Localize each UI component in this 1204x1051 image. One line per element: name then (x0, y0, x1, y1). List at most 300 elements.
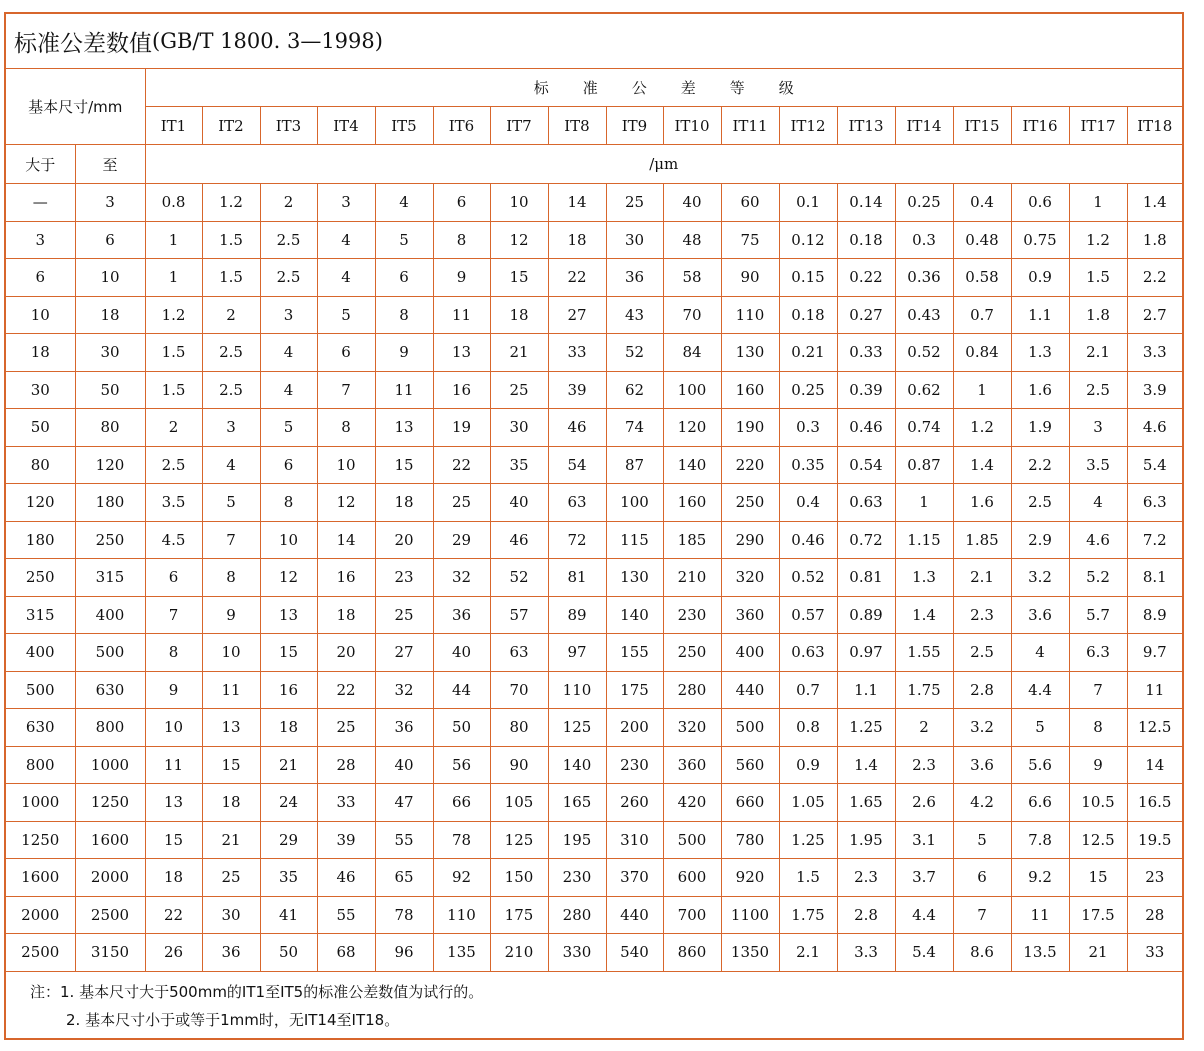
tolerance-cell: 4.5 (145, 521, 202, 559)
tolerance-cell: 0.14 (837, 184, 895, 222)
tolerance-cell: 1.5 (202, 259, 260, 297)
tolerance-cell: 18 (260, 709, 317, 747)
tolerance-cell: 2.5 (1011, 484, 1069, 522)
tolerance-cell: 18 (317, 596, 375, 634)
tolerance-cell: 15 (1069, 859, 1127, 897)
tolerance-cell: 3 (317, 184, 375, 222)
tolerance-cell: 1.3 (1011, 334, 1069, 372)
tolerance-cell: 84 (663, 334, 721, 372)
size-over-cell: 400 (6, 634, 75, 672)
tolerance-cell: 7.2 (1127, 521, 1182, 559)
tolerance-cell: 2.3 (895, 746, 953, 784)
grade-it4: IT4 (317, 107, 375, 145)
tolerance-cell: 0.4 (953, 184, 1011, 222)
tolerance-cell: 3.2 (953, 709, 1011, 747)
basic-size-header: 基本尺寸/mm (6, 69, 145, 145)
grade-it12: IT12 (779, 107, 837, 145)
size-over-cell: 630 (6, 709, 75, 747)
tolerance-cell: 4 (260, 371, 317, 409)
tolerance-cell: 140 (606, 596, 663, 634)
tolerance-cell: 6.6 (1011, 784, 1069, 822)
tolerance-cell: 105 (490, 784, 548, 822)
tolerance-cell: 1 (1069, 184, 1127, 222)
tolerance-cell: 60 (721, 184, 779, 222)
tolerance-cell: 1100 (721, 896, 779, 934)
tolerance-cell: 52 (490, 559, 548, 597)
tolerance-cell: 36 (433, 596, 490, 634)
tolerance-cell: 32 (433, 559, 490, 597)
size-to-cell: 315 (75, 559, 145, 597)
grade-it18: IT18 (1127, 107, 1182, 145)
tolerance-cell: 1.2 (953, 409, 1011, 447)
size-to-cell: 250 (75, 521, 145, 559)
tolerance-cell: 0.3 (779, 409, 837, 447)
tolerance-cell: 500 (663, 821, 721, 859)
tolerance-cell: 2 (202, 296, 260, 334)
tolerance-cell: 1.55 (895, 634, 953, 672)
tolerance-cell: 28 (317, 746, 375, 784)
tolerance-cell: 1.5 (779, 859, 837, 897)
tolerance-cell: 0.89 (837, 596, 895, 634)
tolerance-cell: 175 (606, 671, 663, 709)
tolerance-cell: 2.5 (953, 634, 1011, 672)
tolerance-cell: 33 (1127, 934, 1182, 971)
tolerance-cell: 33 (548, 334, 606, 372)
tolerance-cell: 0.72 (837, 521, 895, 559)
to-header: 至 (75, 145, 145, 184)
tolerance-cell: 1.25 (837, 709, 895, 747)
header-row-unit (6, 145, 1182, 184)
tolerance-cell: 39 (317, 821, 375, 859)
tolerance-cell: 16 (260, 671, 317, 709)
size-to-cell: 18 (75, 296, 145, 334)
size-to-cell: 120 (75, 446, 145, 484)
tolerance-cell: 6 (260, 446, 317, 484)
tolerance-cell: 120 (663, 409, 721, 447)
table-row (6, 821, 1182, 859)
tolerance-cell: 110 (433, 896, 490, 934)
unit-header: /μm (145, 145, 1182, 184)
tolerance-cell: 260 (606, 784, 663, 822)
tolerance-cell: 3.6 (953, 746, 1011, 784)
tolerance-cell: 860 (663, 934, 721, 971)
tolerance-cell: 11 (433, 296, 490, 334)
tolerance-cell: 4 (375, 184, 433, 222)
tolerance-cell: 13 (433, 334, 490, 372)
tolerance-cell: 13 (375, 409, 433, 447)
table-row (6, 334, 1182, 372)
tolerance-cell: 4 (1011, 634, 1069, 672)
tolerance-cell: 8 (1069, 709, 1127, 747)
tolerance-cell: 195 (548, 821, 606, 859)
tolerance-cell: 66 (433, 784, 490, 822)
tolerance-cell: 1.5 (145, 334, 202, 372)
tolerance-cell: 8 (145, 634, 202, 672)
grade-it6: IT6 (433, 107, 490, 145)
standard-code: (GB/T 1800. 3—1998) (152, 29, 383, 53)
tolerance-cell: 5 (953, 821, 1011, 859)
tolerance-cell: 55 (317, 896, 375, 934)
tolerance-cell: 46 (548, 409, 606, 447)
size-to-cell: 1600 (75, 821, 145, 859)
table-row (6, 371, 1182, 409)
tolerance-cell: 33 (317, 784, 375, 822)
tolerance-cell: 1 (895, 484, 953, 522)
tolerance-table-panel (4, 12, 1184, 1040)
tolerance-cell: 0.1 (779, 184, 837, 222)
tolerance-cell: 2.5 (202, 334, 260, 372)
tolerance-cell: 26 (145, 934, 202, 971)
tolerance-cell: 36 (606, 259, 663, 297)
tolerance-cell: 2.5 (260, 221, 317, 259)
tolerance-cell: 0.39 (837, 371, 895, 409)
tolerance-cell: 22 (317, 671, 375, 709)
size-over-cell: 315 (6, 596, 75, 634)
tolerance-cell: 21 (1069, 934, 1127, 971)
tolerance-cell: 2.1 (953, 559, 1011, 597)
tolerance-cell: 3 (202, 409, 260, 447)
tolerance-cell: 17.5 (1069, 896, 1127, 934)
tolerance-cell: 500 (721, 709, 779, 747)
tolerance-cell: 660 (721, 784, 779, 822)
tolerance-cell: 65 (375, 859, 433, 897)
tolerance-cell: 46 (317, 859, 375, 897)
tolerance-cell: 0.58 (953, 259, 1011, 297)
tolerance-cell: 30 (490, 409, 548, 447)
tolerance-cell: 24 (260, 784, 317, 822)
tolerance-cell: 92 (433, 859, 490, 897)
tolerance-cell: 125 (548, 709, 606, 747)
tolerance-cell: 1.85 (953, 521, 1011, 559)
tolerance-cell: 15 (490, 259, 548, 297)
tolerance-cell: 1.5 (1069, 259, 1127, 297)
tolerance-cell: 18 (490, 296, 548, 334)
tolerance-cell: 3.7 (895, 859, 953, 897)
tolerance-cell: 0.21 (779, 334, 837, 372)
tolerance-cell: 155 (606, 634, 663, 672)
tolerance-cell: 9 (145, 671, 202, 709)
tolerance-cell: 540 (606, 934, 663, 971)
tolerance-cell: 1.1 (837, 671, 895, 709)
note-2: 2. 基本尺寸小于或等于1mm时，无IT14至IT18。 (66, 1010, 400, 1029)
size-to-cell: 30 (75, 334, 145, 372)
size-over-cell: 500 (6, 671, 75, 709)
tolerance-cell: 3.3 (837, 934, 895, 971)
tolerance-cell: 0.74 (895, 409, 953, 447)
tolerance-cell: 0.9 (779, 746, 837, 784)
tolerance-cell: 32 (375, 671, 433, 709)
tolerance-cell: 16.5 (1127, 784, 1182, 822)
tolerance-cell: 28 (1127, 896, 1182, 934)
tolerance-cell: 0.97 (837, 634, 895, 672)
tolerance-cell: 165 (548, 784, 606, 822)
tolerance-cell: 9 (1069, 746, 1127, 784)
table-row (6, 259, 1182, 297)
tolerance-cell: 10 (145, 709, 202, 747)
tolerance-cell: 97 (548, 634, 606, 672)
size-to-cell: 80 (75, 409, 145, 447)
tolerance-cell: 75 (721, 221, 779, 259)
tolerance-cell: 35 (490, 446, 548, 484)
tolerance-cell: 5.4 (895, 934, 953, 971)
tolerance-cell: 13 (260, 596, 317, 634)
tolerance-cell: 8.1 (1127, 559, 1182, 597)
tolerance-cell: 30 (202, 896, 260, 934)
size-over-cell: 2000 (6, 896, 75, 934)
tolerance-cell: 18 (202, 784, 260, 822)
tolerance-cell: 5 (260, 409, 317, 447)
table-row (6, 859, 1182, 897)
grade-it2: IT2 (202, 107, 260, 145)
tolerance-cell: 160 (663, 484, 721, 522)
tolerance-cell: 16 (317, 559, 375, 597)
tolerance-cell: 160 (721, 371, 779, 409)
table-row (6, 296, 1182, 334)
tolerance-cell: 1.8 (1069, 296, 1127, 334)
tolerance-cell: 58 (663, 259, 721, 297)
table-row (6, 409, 1182, 447)
tolerance-cell: 115 (606, 521, 663, 559)
tolerance-cell: 0.8 (779, 709, 837, 747)
tolerance-cell: 0.25 (779, 371, 837, 409)
tolerance-cell: 19 (433, 409, 490, 447)
grade-it14: IT14 (895, 107, 953, 145)
tolerance-cell: 0.6 (1011, 184, 1069, 222)
size-over-cell: 120 (6, 484, 75, 522)
tolerance-cell: 4.2 (953, 784, 1011, 822)
tolerance-cell: 7 (317, 371, 375, 409)
table-row (6, 934, 1182, 971)
tolerance-cell: 18 (375, 484, 433, 522)
tolerance-cell: 10.5 (1069, 784, 1127, 822)
tolerance-cell: 15 (375, 446, 433, 484)
tolerance-cell: 2.6 (895, 784, 953, 822)
tolerance-cell: 11 (202, 671, 260, 709)
tolerance-cell: 360 (663, 746, 721, 784)
tolerance-cell: 20 (375, 521, 433, 559)
tolerance-cell: 2.5 (202, 371, 260, 409)
tolerance-cell: 1.75 (895, 671, 953, 709)
tolerance-cell: 80 (490, 709, 548, 747)
table-row (6, 634, 1182, 672)
tolerance-cell: 5 (1011, 709, 1069, 747)
tolerance-cell: 13 (202, 709, 260, 747)
tolerance-cell: 30 (606, 221, 663, 259)
tolerance-cell: 12 (317, 484, 375, 522)
size-over-cell: 1000 (6, 784, 75, 822)
tolerance-cell: 5.4 (1127, 446, 1182, 484)
tolerance-cell: 0.75 (1011, 221, 1069, 259)
grade-it13: IT13 (837, 107, 895, 145)
tolerance-cell: 4 (317, 259, 375, 297)
tolerance-cell: 0.62 (895, 371, 953, 409)
size-over-cell: 6 (6, 259, 75, 297)
tolerance-cell: 0.25 (895, 184, 953, 222)
tolerance-cell: 10 (260, 521, 317, 559)
tolerance-cell: 2.7 (1127, 296, 1182, 334)
tolerance-cell: 2.3 (953, 596, 1011, 634)
tolerance-cell: 220 (721, 446, 779, 484)
grade-it7: IT7 (490, 107, 548, 145)
tolerance-cell: 36 (375, 709, 433, 747)
tolerance-cell: 0.81 (837, 559, 895, 597)
tolerance-cell: 8 (433, 221, 490, 259)
tolerance-cell: 0.52 (779, 559, 837, 597)
tolerance-cell: 72 (548, 521, 606, 559)
tolerance-cell: 0.8 (145, 184, 202, 222)
tolerance-cell: 78 (433, 821, 490, 859)
tolerance-cell: 4 (202, 446, 260, 484)
tolerance-cell: 1.25 (779, 821, 837, 859)
tolerance-cell: 48 (663, 221, 721, 259)
tolerance-table (6, 69, 1182, 971)
size-over-cell: 180 (6, 521, 75, 559)
size-to-cell: 400 (75, 596, 145, 634)
tolerance-cell: 6 (953, 859, 1011, 897)
tolerance-cell: 2 (895, 709, 953, 747)
tolerance-cell: 110 (548, 671, 606, 709)
tolerance-cell: 200 (606, 709, 663, 747)
tolerance-cell: 14 (317, 521, 375, 559)
tolerance-cell: 6 (375, 259, 433, 297)
tolerance-cell: 7 (202, 521, 260, 559)
tolerance-cell: 12 (490, 221, 548, 259)
tolerance-cell: 440 (721, 671, 779, 709)
table-row (6, 559, 1182, 597)
tolerance-cell: 130 (721, 334, 779, 372)
tolerance-cell: 0.35 (779, 446, 837, 484)
tolerance-cell: 0.43 (895, 296, 953, 334)
size-to-cell: 2000 (75, 859, 145, 897)
tolerance-cell: 44 (433, 671, 490, 709)
tolerance-cell: 39 (548, 371, 606, 409)
tolerance-cell: 1.75 (779, 896, 837, 934)
tolerance-cell: 78 (375, 896, 433, 934)
size-over-cell: 1250 (6, 821, 75, 859)
tolerance-cell: 0.9 (1011, 259, 1069, 297)
tolerance-cell: 9.7 (1127, 634, 1182, 672)
tolerance-cell: 0.54 (837, 446, 895, 484)
tolerance-cell: 96 (375, 934, 433, 971)
tolerance-cell: 11 (145, 746, 202, 784)
tolerance-cell: 50 (260, 934, 317, 971)
table-row (6, 671, 1182, 709)
size-over-cell: 18 (6, 334, 75, 372)
tolerance-cell: 250 (663, 634, 721, 672)
tolerance-cell: 20 (317, 634, 375, 672)
tolerance-cell: 56 (433, 746, 490, 784)
tolerance-cell: 230 (606, 746, 663, 784)
tolerance-cell: 6 (433, 184, 490, 222)
tolerance-cell: 0.46 (837, 409, 895, 447)
tolerance-cell: 190 (721, 409, 779, 447)
table-row (6, 446, 1182, 484)
tolerance-cell: 19.5 (1127, 821, 1182, 859)
tolerance-cell: 21 (202, 821, 260, 859)
tolerance-cell: 23 (1127, 859, 1182, 897)
tolerance-cell: 12.5 (1127, 709, 1182, 747)
size-to-cell: 180 (75, 484, 145, 522)
tolerance-cell: 5.2 (1069, 559, 1127, 597)
tolerance-cell: 54 (548, 446, 606, 484)
tolerance-cell: 1.8 (1127, 221, 1182, 259)
tolerance-cell: 15 (260, 634, 317, 672)
tolerance-cell: 2 (145, 409, 202, 447)
tolerance-cell: 210 (663, 559, 721, 597)
tolerance-cell: 40 (490, 484, 548, 522)
tolerance-cell: 700 (663, 896, 721, 934)
size-to-cell: 630 (75, 671, 145, 709)
size-over-cell: 800 (6, 746, 75, 784)
tolerance-cell: 6.3 (1127, 484, 1182, 522)
tolerance-cell: 175 (490, 896, 548, 934)
tolerance-cell: 1 (953, 371, 1011, 409)
tolerance-cell: 8.6 (953, 934, 1011, 971)
tolerance-cell: 25 (202, 859, 260, 897)
tolerance-cell: 100 (663, 371, 721, 409)
tolerance-cell: 1.5 (145, 371, 202, 409)
tolerance-cell: 0.48 (953, 221, 1011, 259)
tolerance-cell: 22 (548, 259, 606, 297)
tolerance-cell: 18 (548, 221, 606, 259)
table-row (6, 896, 1182, 934)
tolerance-cell: 0.3 (895, 221, 953, 259)
tolerance-cell: 40 (663, 184, 721, 222)
tolerance-cell: 125 (490, 821, 548, 859)
tolerance-cell: 11 (375, 371, 433, 409)
tolerance-cell: 4.4 (1011, 671, 1069, 709)
tolerance-cell: 8 (317, 409, 375, 447)
tolerance-cell: 10 (490, 184, 548, 222)
tolerance-cell: 1.3 (895, 559, 953, 597)
table-row (6, 484, 1182, 522)
tolerance-cell: 250 (721, 484, 779, 522)
tolerance-cell: 0.7 (779, 671, 837, 709)
tolerance-cell: 18 (145, 859, 202, 897)
tolerance-cell: 11 (1011, 896, 1069, 934)
tolerance-cell: 0.36 (895, 259, 953, 297)
size-to-cell: 3150 (75, 934, 145, 971)
tolerance-cell: 36 (202, 934, 260, 971)
tolerance-cell: 2.9 (1011, 521, 1069, 559)
grade-it9: IT9 (606, 107, 663, 145)
tolerance-cell: 14 (548, 184, 606, 222)
tolerance-cell: 2.8 (837, 896, 895, 934)
tolerance-cell: 9.2 (1011, 859, 1069, 897)
grade-it10: IT10 (663, 107, 721, 145)
tolerance-cell: 0.18 (837, 221, 895, 259)
tolerance-cell: 290 (721, 521, 779, 559)
tolerance-cell: 0.15 (779, 259, 837, 297)
tolerance-cell: 27 (548, 296, 606, 334)
tolerance-cell: 9 (202, 596, 260, 634)
tolerance-cell: 150 (490, 859, 548, 897)
tolerance-cell: 6.3 (1069, 634, 1127, 672)
tolerance-cell: 1.1 (1011, 296, 1069, 334)
tolerance-cell: 50 (433, 709, 490, 747)
grade-it16: IT16 (1011, 107, 1069, 145)
tolerance-cell: 0.57 (779, 596, 837, 634)
tolerance-cell: 3 (260, 296, 317, 334)
tolerance-cell: 63 (490, 634, 548, 672)
tolerance-cell: 3.1 (895, 821, 953, 859)
tolerance-cell: 14 (1127, 746, 1182, 784)
size-to-cell: 1000 (75, 746, 145, 784)
tolerance-cell: 1350 (721, 934, 779, 971)
tolerance-cell: 70 (663, 296, 721, 334)
tolerance-cell: 25 (606, 184, 663, 222)
tolerance-cell: 13 (145, 784, 202, 822)
